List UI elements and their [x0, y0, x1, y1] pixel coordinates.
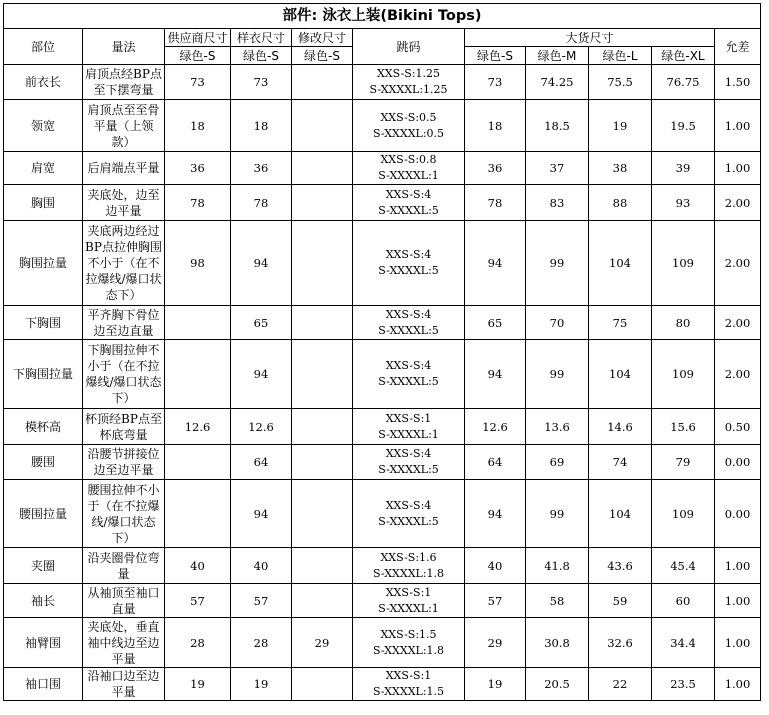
- bulk-size-s-cell: 12.6: [465, 409, 526, 445]
- revised-size-cell: [292, 340, 353, 409]
- part-cell: 胸围拉量: [4, 221, 83, 306]
- grading-line: XXS-S:4: [385, 248, 432, 261]
- bulk-size-xl-cell: 109: [652, 340, 715, 409]
- grading-line: S-XXXXL:0.5: [372, 126, 445, 140]
- tolerance-cell: 0.00: [715, 445, 761, 480]
- measure-method-cell: 沿袖口边至边平量: [83, 668, 165, 701]
- sheet-title: 部件: 泳衣上装(Bikini Tops): [4, 4, 761, 29]
- bulk-size-s-cell: 64: [465, 445, 526, 480]
- grading-cell: [353, 548, 465, 584]
- header-supplier: 供应商尺寸: [165, 29, 231, 47]
- grading-line: XXS-S:1: [385, 585, 432, 599]
- bulk-size-l-cell: 75.5: [589, 65, 652, 100]
- bulk-size-s-cell: 94: [465, 221, 526, 306]
- grading-line: S-XXXXL:1.25: [369, 83, 448, 96]
- bulk-size-xl-cell: 39: [652, 152, 715, 185]
- bulk-size-m-cell: 83: [526, 185, 589, 221]
- measure-method-cell: 平齐胸下骨位边至边直量: [83, 306, 165, 340]
- measure-method-cell: 杯顶经BP点至杯底弯量: [83, 409, 165, 445]
- part-cell: 胸围: [4, 185, 83, 221]
- bulk-size-m-cell: 41.8: [526, 548, 589, 584]
- part-cell: 领宽: [4, 100, 83, 152]
- part-cell: 袖口围: [4, 668, 83, 701]
- bulk-size-l-cell: 19: [589, 100, 652, 152]
- bulk-size-xl-cell: 80: [652, 306, 715, 340]
- sample-size-cell: 19: [231, 668, 292, 701]
- header-bulk-size-l: 绿色-L: [589, 47, 652, 65]
- bulk-size-m-cell: 58: [526, 584, 589, 618]
- header-bulk-size-m: 绿色-M: [526, 47, 589, 65]
- grading-cell: [353, 409, 465, 445]
- grading-line: XXS-S:4: [385, 359, 432, 372]
- grading-cell: [353, 340, 465, 409]
- measure-method-cell: 肩顶点经BP点至下摆弯量: [83, 65, 165, 100]
- bulk-size-l-cell: 14.6: [589, 409, 652, 445]
- bulk-size-l-cell: 75: [589, 306, 652, 340]
- header-sample-size: 绿色-S: [231, 47, 292, 65]
- tolerance-cell: 2.00: [715, 340, 761, 409]
- tolerance-cell: 1.00: [715, 584, 761, 618]
- tolerance-cell: 1.00: [715, 152, 761, 185]
- supplier-size-cell: 40: [165, 548, 231, 584]
- sample-size-cell: 18: [231, 100, 292, 152]
- grading-line: S-XXXXL:5: [378, 264, 439, 277]
- grading-line: XXS-S:4: [385, 187, 432, 201]
- part-cell: 前衣长: [4, 65, 83, 100]
- tolerance-cell: 1.00: [715, 668, 761, 701]
- bulk-size-s-cell: 65: [465, 306, 526, 340]
- bulk-size-s-cell: 73: [465, 65, 526, 100]
- bulk-size-s-cell: 94: [465, 480, 526, 548]
- sample-size-cell: 12.6: [231, 409, 292, 445]
- bulk-size-m-cell: 18.5: [526, 100, 589, 152]
- tolerance-cell: 2.00: [715, 221, 761, 306]
- grading-cell: [353, 221, 465, 306]
- grading-line: XXS-S:1: [385, 411, 432, 425]
- table-row: [4, 445, 761, 480]
- revised-size-cell: [292, 548, 353, 584]
- supplier-size-cell: 19: [165, 668, 231, 701]
- measure-method-cell: 沿腰节拼接位边至边平量: [83, 445, 165, 480]
- bulk-size-m-cell: 99: [526, 340, 589, 409]
- bulk-size-xl-cell: 45.4: [652, 548, 715, 584]
- bulk-size-l-cell: 32.6: [589, 618, 652, 668]
- supplier-size-cell: 36: [165, 152, 231, 185]
- part-cell: 腰围拉量: [4, 480, 83, 548]
- measure-method-cell: 腰围拉伸不小于（在不拉爆线/爆口状态下）: [83, 480, 165, 548]
- bulk-size-s-cell: 78: [465, 185, 526, 221]
- tolerance-cell: 1.00: [715, 618, 761, 668]
- supplier-size-cell: 73: [165, 65, 231, 100]
- part-cell: 模杯高: [4, 409, 83, 445]
- revised-size-cell: [292, 668, 353, 701]
- grading-line: S-XXXXL:5: [378, 375, 439, 388]
- supplier-size-cell: [165, 340, 231, 409]
- bulk-size-s-cell: 94: [465, 340, 526, 409]
- bulk-size-m-cell: 13.6: [526, 409, 589, 445]
- table-row: [4, 584, 761, 618]
- bulk-size-xl-cell: 79: [652, 445, 715, 480]
- sample-size-cell: 28: [231, 618, 292, 668]
- bulk-size-l-cell: 74: [589, 445, 652, 480]
- grading-line: XXS-S:1.6: [380, 550, 437, 564]
- grading-cell: [353, 618, 465, 668]
- bulk-size-m-cell: 30.8: [526, 618, 589, 668]
- sample-size-cell: 94: [231, 221, 292, 306]
- bulk-size-l-cell: 88: [589, 185, 652, 221]
- header-row-1: [4, 29, 761, 47]
- grading-cell: [353, 185, 465, 221]
- grading-line: S-XXXXL:5: [378, 203, 439, 217]
- grading-cell: [353, 306, 465, 340]
- tolerance-cell: 2.00: [715, 185, 761, 221]
- table-row: [4, 100, 761, 152]
- supplier-size-cell: 12.6: [165, 409, 231, 445]
- grading-line: XXS-S:0.8: [380, 153, 437, 166]
- sample-size-cell: 94: [231, 480, 292, 548]
- supplier-size-cell: 78: [165, 185, 231, 221]
- grading-line: XXS-S:1.25: [376, 67, 441, 80]
- bulk-size-xl-cell: 23.5: [652, 668, 715, 701]
- bulk-size-xl-cell: 109: [652, 221, 715, 306]
- part-cell: 下胸围: [4, 306, 83, 340]
- table-row: [4, 480, 761, 548]
- table-row: [4, 65, 761, 100]
- measure-method-cell: 下胸围拉伸不小于（在不拉爆线/爆口状态下）: [83, 340, 165, 409]
- header-bulk-size-s: 绿色-S: [465, 47, 526, 65]
- header-revised-size: 绿色-S: [292, 47, 353, 65]
- grading-line: S-XXXXL:1: [378, 427, 439, 441]
- tolerance-cell: 0.50: [715, 409, 761, 445]
- grading-cell: [353, 480, 465, 548]
- header-grading: 跳码: [353, 29, 465, 65]
- part-cell: 袖臂围: [4, 618, 83, 668]
- header-sample: 样衣尺寸: [231, 29, 292, 47]
- bulk-size-m-cell: 20.5: [526, 668, 589, 701]
- grading-cell: [353, 445, 465, 480]
- revised-size-cell: [292, 409, 353, 445]
- bulk-size-l-cell: 22: [589, 668, 652, 701]
- bulk-size-s-cell: 40: [465, 548, 526, 584]
- table-row: [4, 668, 761, 701]
- header-supplier-size: 绿色-S: [165, 47, 231, 65]
- header-part: 部位: [4, 29, 83, 65]
- bulk-size-s-cell: 57: [465, 584, 526, 618]
- table-row: [4, 618, 761, 668]
- sample-size-cell: 94: [231, 340, 292, 409]
- tolerance-cell: 1.00: [715, 100, 761, 152]
- grading-line: XXS-S:4: [385, 447, 432, 460]
- part-cell: 肩宽: [4, 152, 83, 185]
- measure-method-cell: 后肩端点平量: [83, 152, 165, 185]
- grading-cell: [353, 65, 465, 100]
- measure-method-cell: 夹底两边经过BP点拉伸胸围不小于（在不拉爆线/爆口状态下）: [83, 221, 165, 306]
- supplier-size-cell: [165, 480, 231, 548]
- grading-line: S-XXXXL:1: [378, 601, 439, 615]
- tolerance-cell: 1.00: [715, 548, 761, 584]
- revised-size-cell: [292, 100, 353, 152]
- part-cell: 袖长: [4, 584, 83, 618]
- grading-line: S-XXXXL:1: [378, 169, 439, 182]
- sample-size-cell: 65: [231, 306, 292, 340]
- bulk-size-s-cell: 19: [465, 668, 526, 701]
- bulk-size-xl-cell: 34.4: [652, 618, 715, 668]
- table-row: [4, 152, 761, 185]
- supplier-size-cell: 98: [165, 221, 231, 306]
- bulk-size-s-cell: 29: [465, 618, 526, 668]
- bulk-size-m-cell: 99: [526, 480, 589, 548]
- grading-cell: [353, 668, 465, 701]
- bulk-size-m-cell: 70: [526, 306, 589, 340]
- bulk-size-xl-cell: 15.6: [652, 409, 715, 445]
- part-cell: 腰围: [4, 445, 83, 480]
- size-spec-table: [3, 3, 761, 701]
- bulk-size-l-cell: 104: [589, 340, 652, 409]
- bulk-size-l-cell: 59: [589, 584, 652, 618]
- bulk-size-m-cell: 37: [526, 152, 589, 185]
- table-row: [4, 409, 761, 445]
- measure-method-cell: 夹底处，边至边平量: [83, 185, 165, 221]
- bulk-size-xl-cell: 109: [652, 480, 715, 548]
- grading-line: XXS-S:0.5: [380, 110, 437, 124]
- grading-line: XXS-S:4: [385, 307, 432, 321]
- tolerance-cell: 2.00: [715, 306, 761, 340]
- bulk-size-l-cell: 104: [589, 480, 652, 548]
- supplier-size-cell: [165, 445, 231, 480]
- bulk-size-m-cell: 69: [526, 445, 589, 480]
- bulk-size-l-cell: 38: [589, 152, 652, 185]
- grading-cell: [353, 100, 465, 152]
- grading-line: S-XXXXL:5: [378, 514, 439, 528]
- grading-cell: [353, 152, 465, 185]
- revised-size-cell: [292, 306, 353, 340]
- measure-method-cell: 肩顶点至至骨平量（上领款）: [83, 100, 165, 152]
- supplier-size-cell: [165, 306, 231, 340]
- header-bulk: 大货尺寸: [465, 29, 715, 47]
- header-bulk-size-xl: 绿色-XL: [652, 47, 715, 65]
- revised-size-cell: [292, 480, 353, 548]
- measure-method-cell: 沿夹圈骨位弯量: [83, 548, 165, 584]
- grading-line: S-XXXXL:5: [378, 463, 439, 476]
- bulk-size-xl-cell: 93: [652, 185, 715, 221]
- table-row: [4, 306, 761, 340]
- grading-line: XXS-S:1: [385, 669, 432, 682]
- supplier-size-cell: 28: [165, 618, 231, 668]
- supplier-size-cell: 57: [165, 584, 231, 618]
- bulk-size-m-cell: 99: [526, 221, 589, 306]
- sample-size-cell: 73: [231, 65, 292, 100]
- header-tolerance: 允差: [715, 29, 761, 65]
- part-cell: 夹圈: [4, 548, 83, 584]
- measure-method-cell: 夹底处，垂直袖中线边至边平量: [83, 618, 165, 668]
- table-row: [4, 221, 761, 306]
- bulk-size-s-cell: 36: [465, 152, 526, 185]
- table-row: [4, 185, 761, 221]
- grading-line: S-XXXXL:5: [378, 323, 439, 337]
- bulk-size-xl-cell: 76.75: [652, 65, 715, 100]
- table-row: [4, 548, 761, 584]
- revised-size-cell: [292, 584, 353, 618]
- grading-line: S-XXXXL:1.8: [372, 643, 445, 657]
- bulk-size-l-cell: 43.6: [589, 548, 652, 584]
- sample-size-cell: 40: [231, 548, 292, 584]
- sample-size-cell: 36: [231, 152, 292, 185]
- measure-method-cell: 从袖顶至袖口直量: [83, 584, 165, 618]
- bulk-size-l-cell: 104: [589, 221, 652, 306]
- grading-line: S-XXXXL:1.8: [372, 566, 445, 580]
- supplier-size-cell: 18: [165, 100, 231, 152]
- revised-size-cell: [292, 221, 353, 306]
- table-row: [4, 340, 761, 409]
- header-revised: 修改尺寸: [292, 29, 353, 47]
- header-method: 量法: [83, 29, 165, 65]
- revised-size-cell: [292, 152, 353, 185]
- grading-cell: [353, 584, 465, 618]
- tolerance-cell: 1.50: [715, 65, 761, 100]
- revised-size-cell: [292, 445, 353, 480]
- grading-line: XXS-S:1.5: [380, 627, 437, 641]
- sample-size-cell: 57: [231, 584, 292, 618]
- revised-size-cell: [292, 65, 353, 100]
- part-cell: 下胸围拉量: [4, 340, 83, 409]
- revised-size-cell: 29: [292, 618, 353, 668]
- bulk-size-m-cell: 74.25: [526, 65, 589, 100]
- revised-size-cell: [292, 185, 353, 221]
- bulk-size-s-cell: 18: [465, 100, 526, 152]
- sample-size-cell: 64: [231, 445, 292, 480]
- bulk-size-xl-cell: 19.5: [652, 100, 715, 152]
- title-row: [4, 4, 761, 29]
- grading-line: XXS-S:4: [385, 498, 432, 512]
- tolerance-cell: 0.00: [715, 480, 761, 548]
- grading-line: S-XXXXL:1.5: [372, 685, 445, 698]
- bulk-size-xl-cell: 60: [652, 584, 715, 618]
- sample-size-cell: 78: [231, 185, 292, 221]
